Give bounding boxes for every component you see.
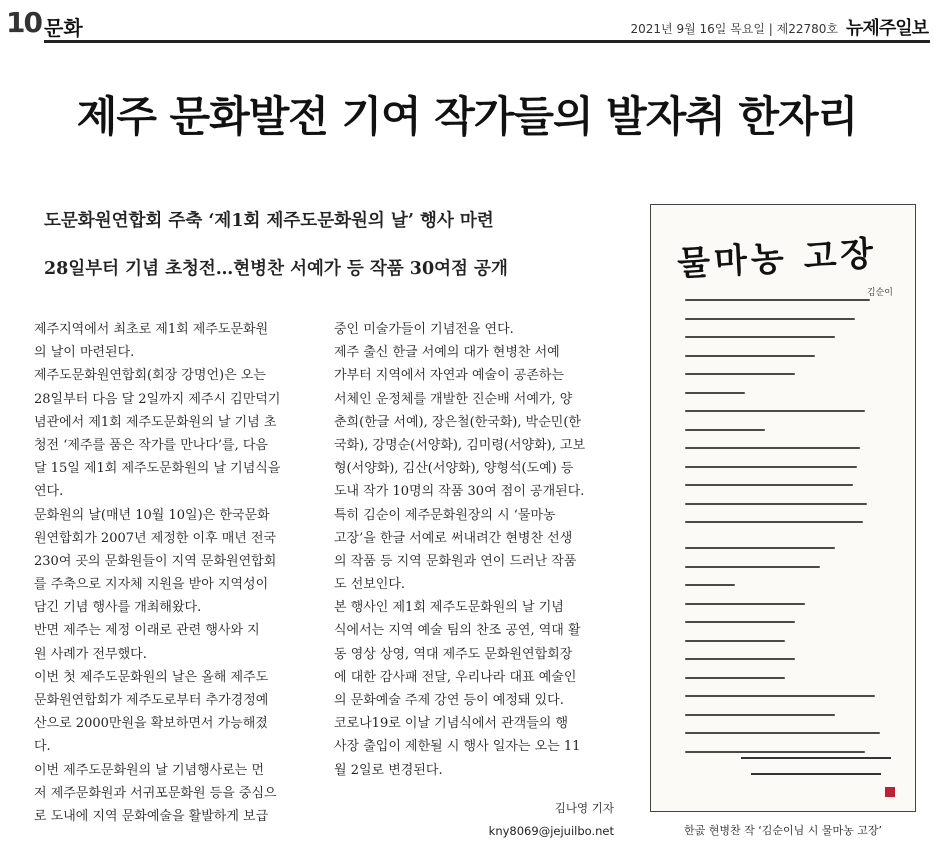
calligraphy-strokes-bottom — [685, 547, 895, 769]
artwork-caption: 한곬 현병찬 작 ‘김순이님 시 물마농 고장’ — [684, 824, 882, 837]
artwork-poet: 김순이 — [866, 288, 893, 298]
body-line: 청전 ‘제주를 품은 작가를 만나다’를, 다음 — [34, 437, 268, 453]
body-line: 담긴 기념 행사를 개최해왔다. — [34, 600, 202, 616]
calligraphy-line — [685, 429, 765, 431]
calligraphy-line — [685, 299, 870, 301]
calligraphy-line — [685, 640, 785, 642]
artwork-signature-line — [741, 757, 891, 759]
calligraphy-line — [685, 521, 863, 523]
body-line: 반면 제주는 제정 이래로 관련 행사와 지 — [34, 623, 260, 639]
calligraphy-line — [685, 584, 735, 586]
body-line: 의 날이 마련된다. — [34, 345, 135, 361]
body-line: 본 행사인 제1회 제주도문화원의 날 기념 — [334, 600, 564, 616]
body-line: 식에서는 지역 예술 팀의 찬조 공연, 역대 활 — [334, 623, 581, 639]
red-seal-stamp — [885, 787, 895, 797]
body-line: 원연합회가 2007년 제정한 이후 매년 전국 — [34, 530, 277, 546]
page-number: 10 — [6, 6, 41, 39]
calligraphy-line — [685, 732, 880, 734]
section-title: 문화 — [44, 16, 83, 40]
body-line: 형(서양화), 김산(서양화), 양형석(도예) 등 — [334, 461, 574, 477]
body-line: 에 대한 감사패 전달, 우리나라 대표 예술인 — [334, 669, 577, 685]
calligraphy-line — [685, 677, 785, 679]
body-line: 230여 곳의 문화원들이 지역 문화원연합회 — [34, 553, 277, 569]
body-line: 념관에서 제1회 제주도문화원의 날 기념 초 — [34, 414, 277, 430]
calligraphy-strokes-top — [685, 299, 895, 540]
article-headline: 제주 문화발전 기여 작가들의 발자취 한자리 — [76, 92, 858, 141]
body-line: 다. — [34, 739, 51, 755]
body-line: 특히 김순이 제주문화원장의 시 ‘물마농 — [334, 507, 556, 523]
calligraphy-line — [685, 621, 795, 623]
calligraphy-line — [685, 410, 865, 412]
body-line: 원 사례가 전무했다. — [34, 646, 147, 662]
calligraphy-line — [685, 447, 860, 449]
body-line: 도내 작가 10명의 작품 30여 점이 공개된다. — [334, 484, 585, 500]
body-line: 월 2일로 변경된다. — [334, 762, 443, 778]
body-line: 문화원의 날(매년 10월 10일)은 한국문화 — [34, 507, 270, 523]
calligraphy-line — [685, 503, 867, 505]
body-line: 제주 출신 한글 서예의 대가 현병찬 서예 — [334, 345, 560, 361]
body-line: 산으로 2000만원을 확보하면서 가능해졌 — [34, 716, 268, 732]
body-line: 사장 출입이 제한될 시 행사 일자는 오는 11 — [334, 739, 581, 755]
calligraphy-line — [685, 336, 835, 338]
body-line: 가부터 지역에서 자연과 예술이 공존하는 — [334, 368, 565, 384]
calligraphy-line — [685, 695, 875, 697]
body-line: 국화), 강명순(서양화), 김미령(서양화), 고보 — [334, 437, 586, 453]
subheading-1: 도문화원연합회 주축 ‘제1회 제주도문화원의 날’ 행사 마련 — [44, 211, 494, 231]
newspaper-name: 뉴제주일보 — [846, 18, 928, 39]
reporter-email[interactable]: kny8069@jejuilbo.net — [488, 824, 614, 838]
calligraphy-line — [685, 714, 835, 716]
body-line: 의 문화예술 주제 강연 등이 예정돼 있다. — [334, 693, 564, 708]
calligraphy-line — [685, 658, 795, 660]
body-line: 서체인 운정체를 개발한 진순배 서예가, 양 — [334, 391, 573, 407]
calligraphy-line — [685, 751, 865, 753]
artwork-title: 물마농 고장 — [676, 233, 879, 285]
issue-date: 2021년 9월 16일 목요일 | 제22780호 — [630, 22, 838, 36]
article-column-1 — [34, 318, 316, 828]
body-line: 코로나19로 이날 기념식에서 관객들의 행 — [334, 716, 568, 732]
calligraphy-line — [685, 566, 820, 568]
body-line: 고장’을 한글 서예로 써내려간 현병찬 선생 — [334, 530, 573, 546]
calligraphy-line — [685, 547, 835, 549]
body-line: 달 15일 제1회 제주도문화원의 날 기념식을 — [34, 461, 281, 477]
body-line: 도 선보인다. — [334, 577, 406, 593]
calligraphy-line — [685, 484, 853, 486]
body-line: 제주도문화원연합회(회장 강명언)은 오는 — [34, 368, 266, 384]
subheading-2: 28일부터 기념 초청전…현병찬 서예가 등 작품 30여점 공개 — [44, 259, 508, 279]
newspaper-header — [0, 0, 934, 48]
body-line: 제주지역에서 최초로 제1회 제주도문화원 — [34, 322, 269, 337]
calligraphy-line — [685, 392, 745, 394]
body-line: 를 주축으로 지자체 지원을 받아 지역성이 — [34, 577, 269, 593]
body-line: 이번 제주도문화원의 날 기념행사로는 먼 — [34, 762, 265, 778]
header-divider — [44, 40, 930, 43]
body-line: 저 제주문화원과 서귀포문화원 등을 중심으 — [34, 785, 277, 801]
body-line: 춘희(한글 서예), 장은철(한국화), 박순민(한 — [334, 414, 581, 430]
calligraphy-line — [685, 318, 855, 320]
calligraphy-line — [685, 355, 815, 357]
body-line: 동 영상 상영, 역대 제주도 문화원연합회장 — [334, 646, 573, 662]
body-line: 28일부터 다음 달 2일까지 제주시 김만덕기 — [34, 391, 281, 407]
artwork-signature-line — [751, 773, 881, 775]
reporter-name: 김나영 기자 — [554, 801, 614, 815]
calligraphy-line — [685, 603, 805, 605]
body-line: 의 작품 등 지역 문화원과 연이 드러난 작품 — [334, 553, 577, 569]
body-line: 연다. — [34, 484, 64, 500]
calligraphy-line — [685, 373, 795, 375]
calligraphy-line — [685, 466, 857, 468]
body-line: 이번 첫 제주도문화원의 날은 올해 제주도 — [34, 669, 269, 685]
body-line: 문화원연합회가 제주도로부터 추가경정예 — [34, 693, 269, 708]
article-column-2 — [334, 318, 624, 782]
calligraphy-artwork — [650, 204, 916, 812]
body-line: 로 도내에 지역 문화예술을 활발하게 보급 — [34, 808, 269, 824]
body-line: 중인 미술가들이 기념전을 연다. — [334, 322, 514, 337]
